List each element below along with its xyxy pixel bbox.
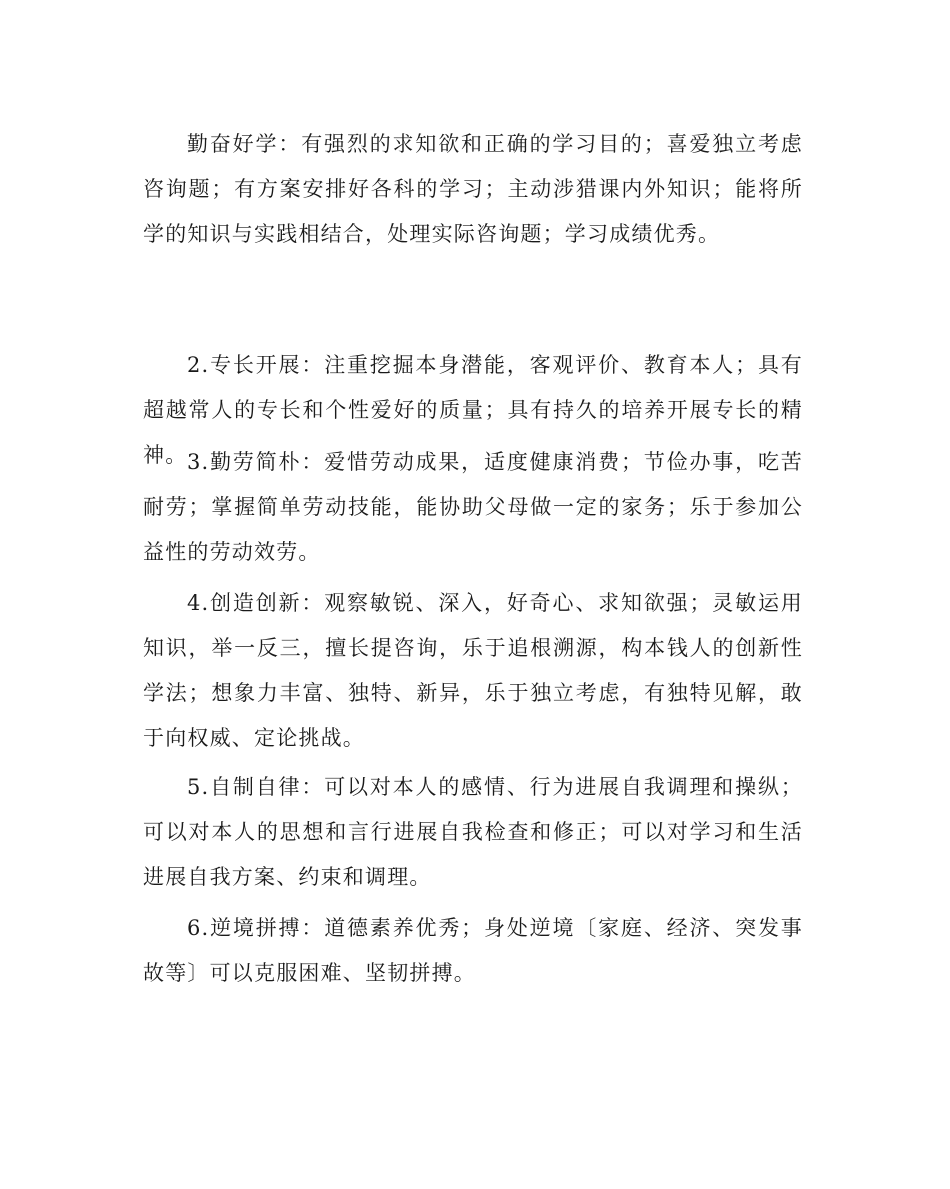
- paragraph-adversity-striving: 6.逆境拼搏：道德素养优秀；身处逆境〔家庭、经济、突发事故等〕可以克服困难、坚韧拼搏。: [143, 916, 803, 985]
- paragraph-self-discipline: 5.自制自律：可以对本人的感情、行为进展自我调理和操纵；可以对本人的思想和言行进展自我检查和修正；可以对学习和生活进展自我方案、约束和调理。: [143, 775, 803, 889]
- paragraph-hardworking-frugal: 3.勤劳简朴：爱惜劳动成果，适度健康消费；节俭办事，吃苦耐劳；掌握简单劳动技能，能协助父母做一定的家务；乐于参加公益性的劳动效劳。: [143, 450, 803, 564]
- paragraph-diligent-study: 勤奋好学：有强烈的求知欲和正确的学习目的；喜爱独立考虑咨询题；有方案安排好各科的学习；主动涉猎课内外知识；能将所学的知识与实践相结合，处理实际咨询题；学习成绩优秀。: [143, 132, 803, 246]
- paragraph-creativity-innovation: 4.创造创新：观察敏锐、深入，好奇心、求知欲强；灵敏运用知识，举一反三，擅长提咨询，乐于追根溯源，构本钱人的创新性学法；想象力丰富、独特、新异，乐于独立考虑，有独特见解，敢于向权威、定论挑战。: [143, 591, 803, 750]
- paragraph-talent-development: 2.专长开展：注重挖掘本身潜能，客观评价、教育本人；具有超越常人的专长和个性爱好的质量；具有持久的培养开展专长的精神。: [143, 353, 803, 467]
